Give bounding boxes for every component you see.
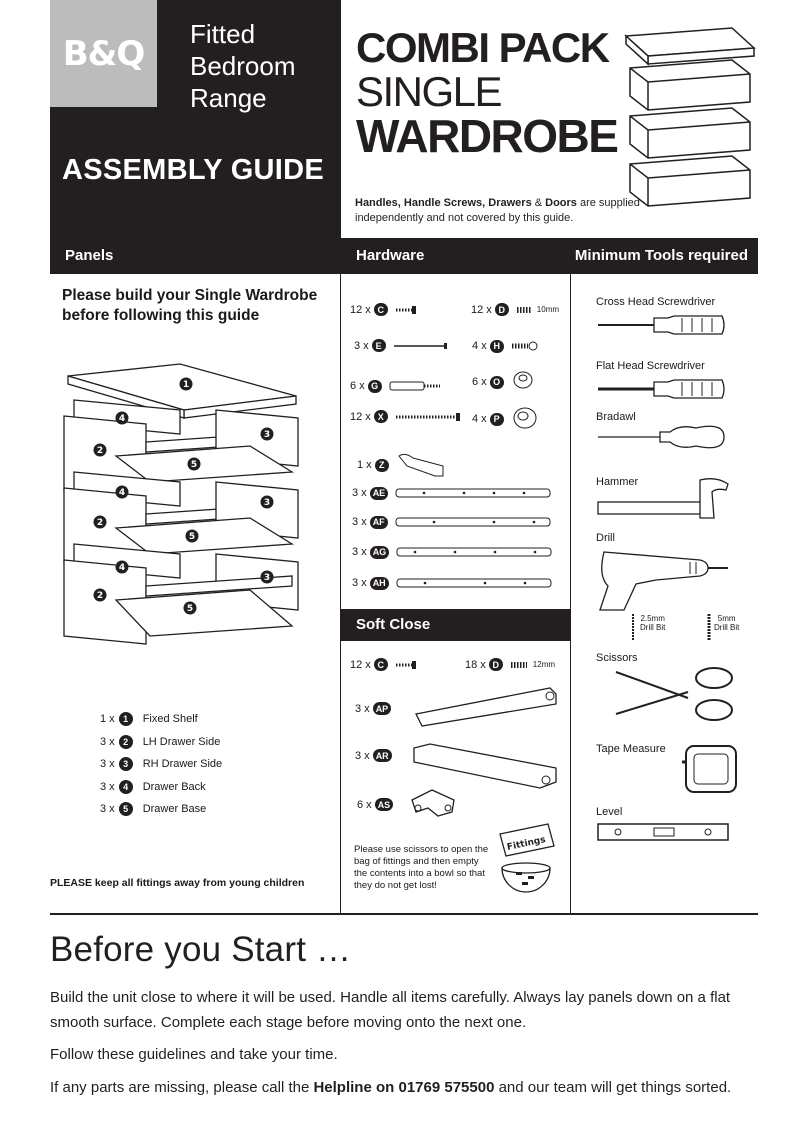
list-item: 1 x 1 Fixed Shelf: [100, 713, 198, 726]
svg-text:3: 3: [263, 573, 271, 583]
hardware-item: 4 x P: [472, 406, 540, 432]
hardware-item: 6 x AS: [357, 798, 393, 811]
hardware-item: 3 x AE: [352, 486, 554, 500]
section-rule: [50, 913, 758, 915]
soft-close-heading: Soft Close: [341, 609, 570, 641]
hardware-item: 4 x H: [472, 339, 540, 353]
tape-measure-icon: [680, 742, 740, 796]
long-screw-icon: [394, 411, 464, 423]
svg-text:1: 1: [182, 380, 190, 390]
svg-text:2: 2: [96, 591, 104, 601]
tool-label: Level: [596, 806, 623, 818]
drawer-runner-icon: [394, 515, 554, 529]
drawer-runner-icon: [395, 576, 555, 590]
connector-bolt-icon: [510, 339, 540, 353]
supplied-note: Handles, Handle Screws, Drawers & Doors are supplied independently and not covered by this guide.: [355, 197, 640, 224]
scissors-note: Please use scissors to open the bag of fittings and then empty the contents into a bowl so that they do not get lost!: [354, 844, 489, 891]
guideline-paragraph: Follow these guidelines and take your time.: [50, 1046, 338, 1063]
cam-lock-icon: [510, 370, 536, 394]
tools-heading: Minimum Tools required: [574, 247, 748, 264]
drill-bit-label: 2.5mm Drill Bit: [640, 614, 666, 632]
cam-housing-icon: [510, 406, 540, 432]
hardware-item: 12 x C: [350, 658, 420, 671]
svg-text:2: 2: [96, 446, 104, 456]
dowel-icon: [388, 378, 444, 394]
svg-text:5: 5: [188, 532, 196, 542]
product-title: COMBI PACK SINGLE WARDROBE: [356, 24, 618, 162]
list-item: 3 x 5 Drawer Base: [100, 803, 207, 816]
drawer-runner-icon: [394, 486, 554, 500]
intro-paragraph: Build the unit close to where it will be used. Handle all items carefully. Always lay panels down on a flat smooth surface. Complete each stage before moving onto the next one.: [50, 989, 731, 1031]
hardware-item: 18 x D 12mm: [465, 658, 556, 671]
hammer-icon: [596, 474, 732, 524]
hardware-item: 6 x G: [350, 378, 444, 394]
panels-note: Please build your Single Wardrobe before following this guide: [62, 287, 318, 324]
screw-icon: [394, 304, 420, 316]
hardware-item: 3 x AR: [355, 749, 392, 762]
tool-label: Tape Measure: [596, 743, 666, 755]
before-you-start-heading: Before you Start …: [50, 930, 352, 969]
panels-exploded-diagram: [60, 360, 310, 650]
svg-text:5: 5: [190, 460, 198, 470]
drill-icon: [596, 546, 736, 616]
hardware-item: 3 x AG: [352, 545, 555, 559]
soft-close-runner-icon: [410, 684, 560, 730]
hardware-item: 6 x O: [472, 370, 536, 394]
hardware-item: 1 x Z: [357, 450, 451, 480]
drill-bit-label: 5mm Drill Bit: [714, 614, 740, 632]
panels-heading: Panels: [65, 247, 114, 264]
parts-list: [100, 708, 222, 821]
bradawl-icon: [596, 420, 728, 454]
hardware-item: 12 x X: [350, 410, 464, 423]
cross-head-screwdriver-icon: [596, 312, 728, 338]
list-item: 3 x 3 RH Drawer Side: [100, 758, 223, 771]
bag-label: Fittings: [506, 834, 547, 853]
section-header-bar: [50, 238, 758, 274]
column-divider: [340, 0, 341, 914]
bq-logo: B&Q: [50, 0, 157, 107]
spirit-level-icon: [596, 820, 732, 844]
hardware-item: 3 x AF: [352, 515, 554, 529]
child-safety-warning: PLEASE keep all fittings away from young children: [50, 877, 305, 889]
pin-nail-icon: [392, 340, 452, 352]
svg-text:3: 3: [263, 430, 271, 440]
drill-bit-icon: [626, 612, 640, 642]
tool-label: Scissors: [596, 652, 638, 664]
bracket-icon: [408, 786, 458, 820]
drawer-stack-illustration: [620, 24, 760, 224]
svg-text:4: 4: [118, 414, 126, 424]
helpline-number: Helpline on 01769 575500: [313, 1079, 495, 1096]
list-item: 3 x 4 Drawer Back: [100, 780, 206, 793]
hardware-item: 12 x C: [350, 303, 420, 316]
hardware-item: 12 x D 10mm: [471, 303, 560, 316]
tool-label: Hammer: [596, 476, 639, 488]
svg-text:3: 3: [263, 498, 271, 508]
tool-label: Cross Head Screwdriver: [596, 296, 716, 308]
column-divider: [570, 274, 571, 914]
helpline-paragraph: If any parts are missing, please call the Helpline on 01769 575500 and our team will get things sorted.: [50, 1079, 732, 1096]
tool-label: Flat Head Screwdriver: [596, 360, 705, 372]
tool-label: Drill: [596, 532, 615, 544]
short-screw-icon: [515, 304, 535, 316]
hardware-item: 3 x AP: [355, 702, 391, 715]
assembly-guide-title: ASSEMBLY GUIDE: [62, 154, 325, 186]
short-screw-icon: [509, 659, 531, 671]
fittings-bag-bowl-icon: [494, 822, 560, 902]
drawer-runner-icon: [395, 545, 555, 559]
hardware-item: 3 x AH: [352, 576, 555, 590]
svg-text:4: 4: [118, 488, 126, 498]
screw-icon: [394, 659, 420, 671]
svg-text:4: 4: [118, 563, 126, 573]
tool-label: Bradawl: [596, 411, 636, 423]
range-title: Fitted Bedroom Range: [190, 19, 296, 113]
hardware-item: 3 x E: [354, 339, 452, 352]
hardware-heading: Hardware: [356, 247, 425, 264]
svg-text:2: 2: [96, 518, 104, 528]
list-item: 3 x 2 LH Drawer Side: [100, 735, 221, 748]
svg-text:5: 5: [186, 604, 194, 614]
flat-head-screwdriver-icon: [596, 376, 728, 402]
bracket-icon: [395, 450, 451, 480]
scissors-icon: [610, 662, 740, 726]
